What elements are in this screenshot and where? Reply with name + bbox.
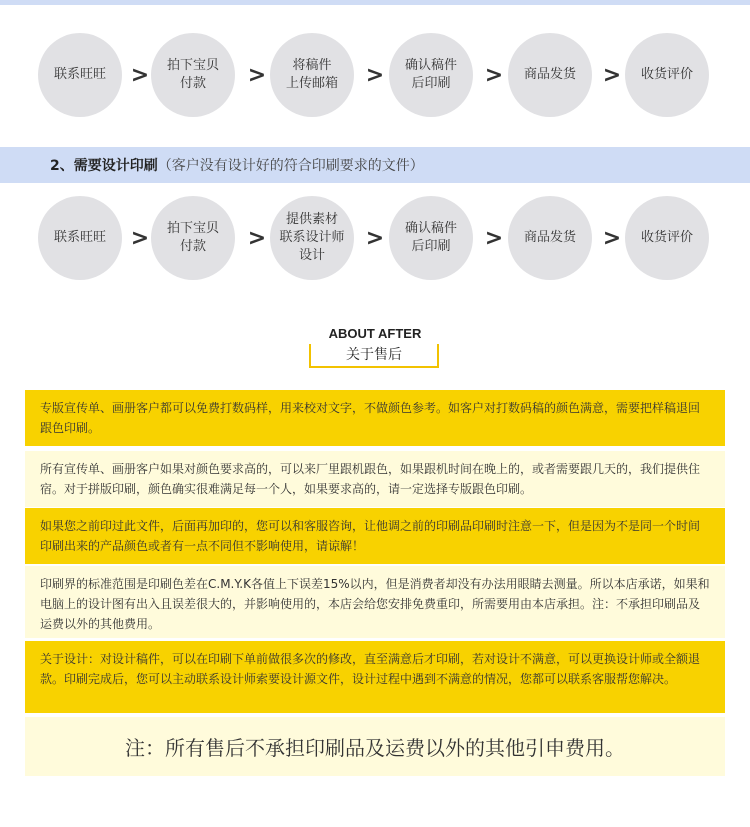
flow1-step-ship: 商品发货 (508, 33, 592, 117)
notice-proof-sample: 专版宣传单、画册客户都可以免费打数码样，用来校对文字，不做颜色参考。如客户对打数码稿的颜色满意，需要把样稿退回跟色印刷。 (25, 390, 725, 446)
process-flow-2 (0, 193, 750, 283)
final-note: 注：所有售后不承担印刷品及运费以外的其他引申费用。 (25, 717, 725, 776)
flow2-step-ship: 商品发货 (508, 196, 592, 280)
flow1-arrow-5: > (602, 62, 622, 88)
about-heading-en: ABOUT AFTER (328, 326, 422, 341)
section-2-subtitle: （客户没有设计好的符合印刷要求的文件） (157, 158, 424, 174)
flow1-arrow-3: > (365, 62, 385, 88)
flow2-arrow-2: > (247, 225, 267, 251)
flow1-step-contact: 联系旺旺 (38, 33, 122, 117)
notice-reprint: 如果您之前印过此文件，后面再加印的，您可以和客服咨询，让他调之前的印刷品印刷时注意一下，但是因为不是同一个时间印刷出来的产品颜色或者有一点不同但不影响使用，请谅解！ (25, 508, 725, 564)
flow2-arrow-1: > (130, 225, 150, 251)
flow2-step-review: 收货评价 (625, 196, 709, 280)
flow2-step-contact: 联系旺旺 (38, 196, 122, 280)
section-2-header (0, 147, 750, 183)
notice-color-tolerance: 印刷界的标准范围是印刷色差在C.M.Y.K各值上下误差15%以内，但是消费者却没有办法用眼睛去测量。所以本店承诺，如果和电脑上的设计图有出入且误差很大的，并影响使用的，本店会给您安排免费重印，所需要用由本店承担。注：不承担印刷品及运费以外的其他费用。 (25, 566, 725, 638)
flow2-step-order: 拍下宝贝 付款 (151, 196, 235, 280)
about-heading-cn: 关于售后 (309, 344, 439, 368)
flow1-arrow-4: > (484, 62, 504, 88)
section-2-title: 2、需要设计印刷 (50, 158, 158, 174)
flow2-arrow-4: > (484, 225, 504, 251)
flow1-step-upload: 将稿件 上传邮箱 (270, 33, 354, 117)
process-flow-1 (0, 30, 750, 120)
flow1-step-order: 拍下宝贝 付款 (151, 33, 235, 117)
top-band (0, 0, 750, 5)
flow2-step-confirm: 确认稿件 后印刷 (389, 196, 473, 280)
flow1-step-review: 收货评价 (625, 33, 709, 117)
flow1-arrow-2: > (247, 62, 267, 88)
flow2-arrow-3: > (365, 225, 385, 251)
flow1-step-confirm: 确认稿件 后印刷 (389, 33, 473, 117)
notice-color-follow: 所有宣传单、画册客户如果对颜色要求高的，可以来厂里跟机跟色，如果跟机时间在晚上的，或者需要跟几天的，我们提供住宿。对于拼版印刷，颜色确实很难满足每一个人，如果要求高的，请一定选择专版跟色印刷。 (25, 451, 725, 507)
notice-design: 关于设计：对设计稿件，可以在印刷下单前做很多次的修改，直至满意后才印刷，若对设计不满意，可以更换设计师或全额退款。印刷完成后，您可以主动联系设计师索要设计源文件，设计过程中遇到不满意的情况，您都可以联系客服帮您解决。 (25, 641, 725, 713)
flow1-arrow-1: > (130, 62, 150, 88)
flow2-arrow-5: > (602, 225, 622, 251)
flow2-step-design: 提供素材 联系设计师 设计 (270, 196, 354, 280)
